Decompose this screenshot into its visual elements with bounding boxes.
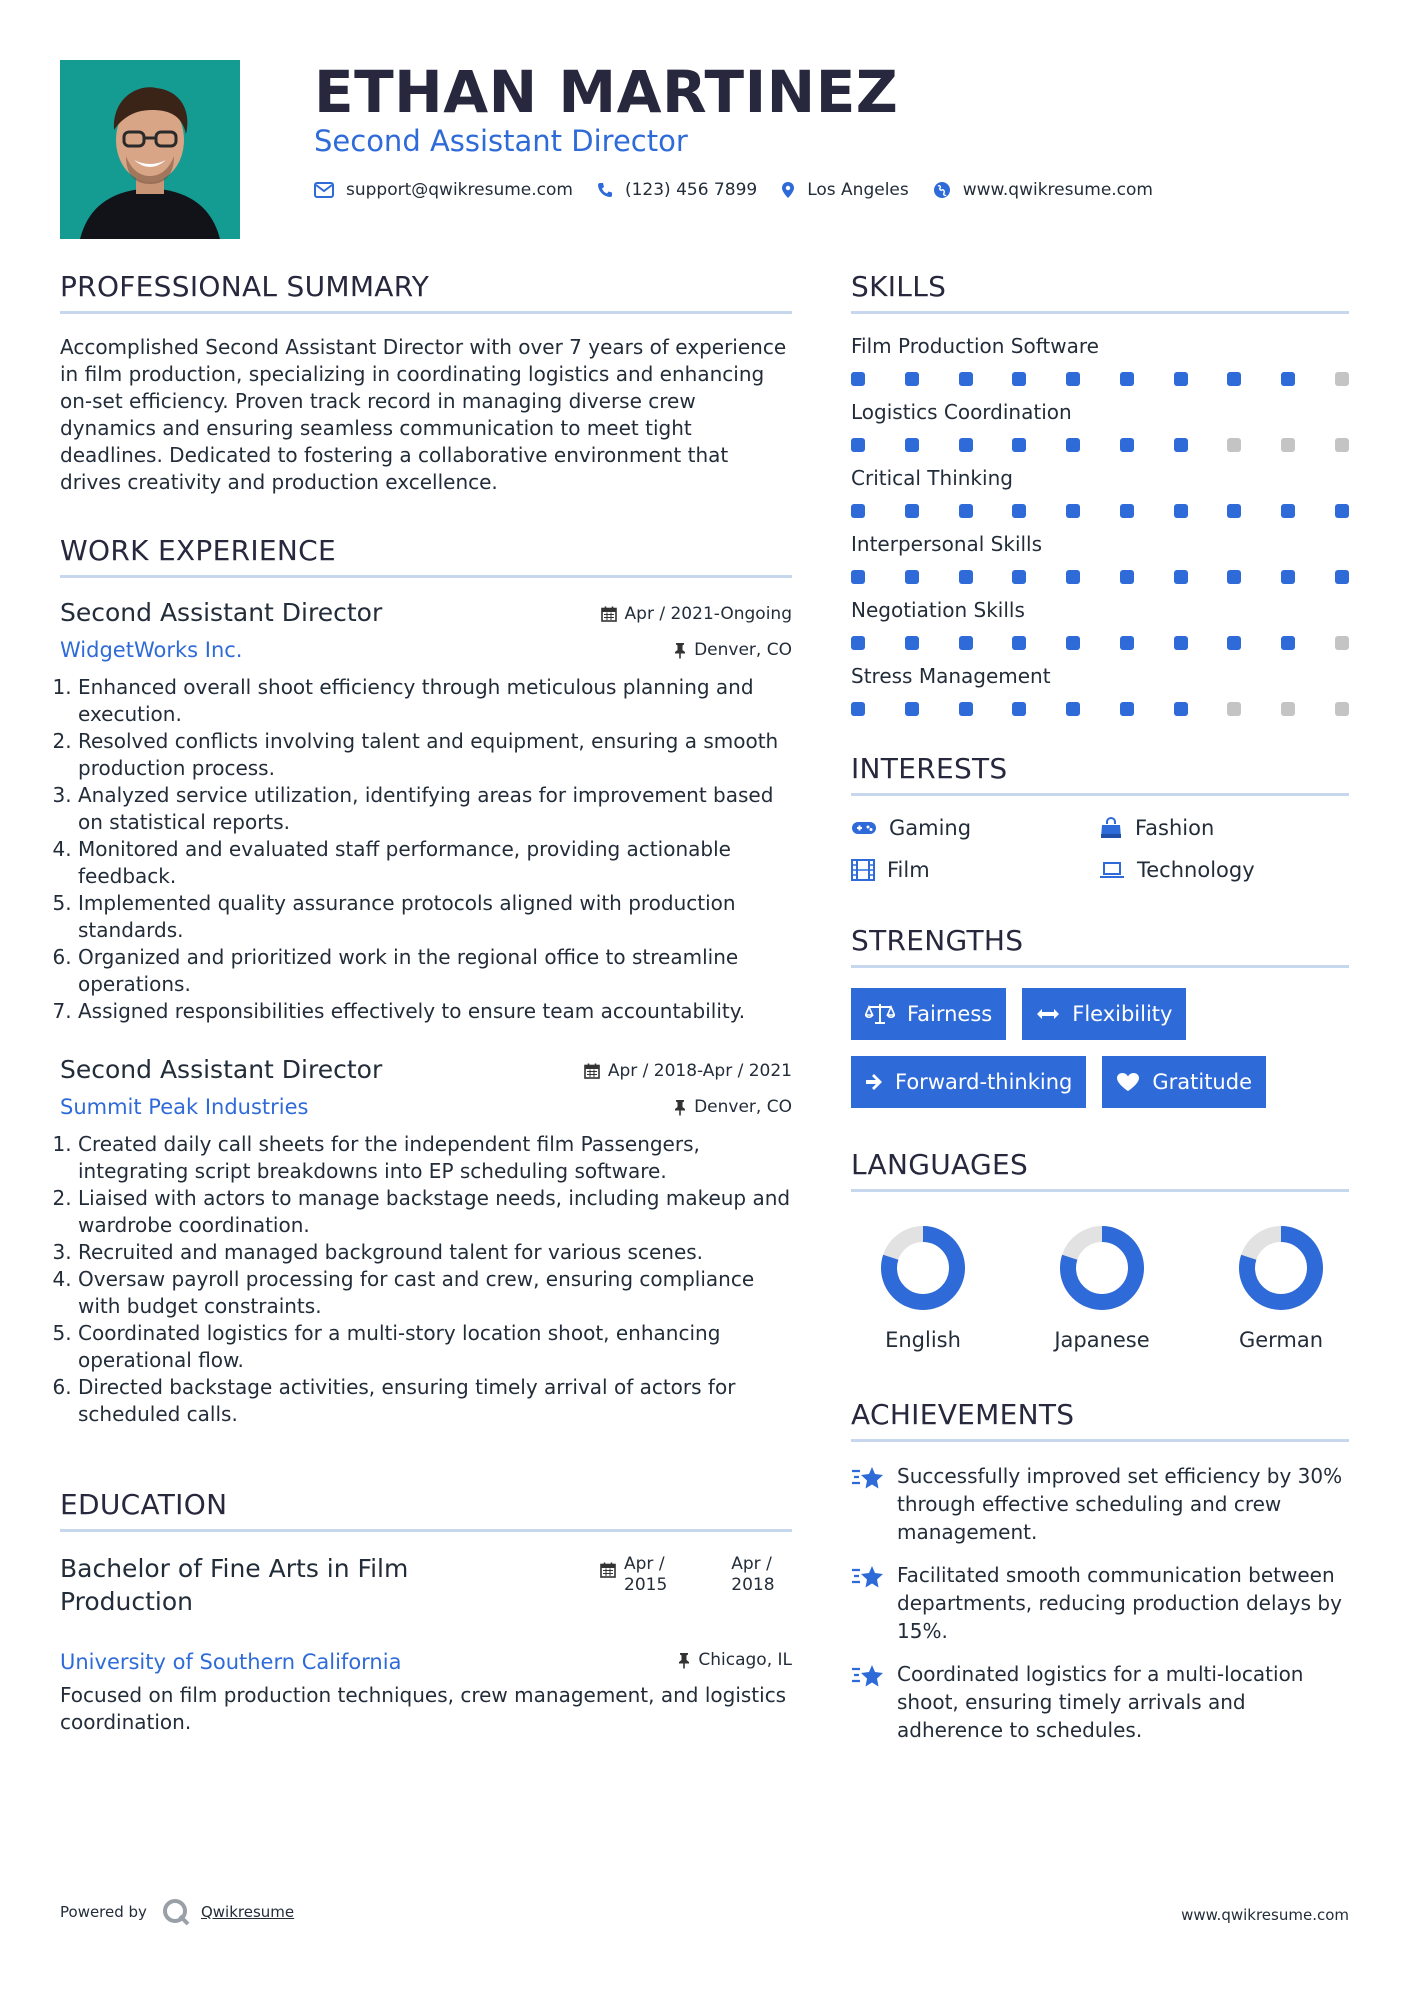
candidate-role: Second Assistant Director [314,124,688,158]
profile-photo [60,60,240,239]
job-bullets [60,1131,792,1428]
balance-scale-icon [865,1003,895,1025]
contact-email-text: support@qwikresume.com [346,180,573,200]
skill-dot-filled [1281,504,1295,518]
shopping-bag-icon [1099,817,1123,839]
skill-dot-empty [1227,438,1241,452]
job-title: Second Assistant Director [60,598,383,627]
job-bullet: 5. Coordinated logistics for a multi-story location shoot, enhancing operational flow. [78,1320,792,1374]
education-start-year: 2015 [624,1575,668,1595]
pushpin-icon [678,1652,690,1669]
job-date-text: Apr / 2021-Ongoing [624,604,792,624]
skill-rating [851,438,1349,452]
job-location-text: Denver, CO [694,640,792,660]
job-location [674,640,792,660]
heart-icon [1116,1072,1140,1092]
skill-dot-filled [1012,636,1026,650]
skills-list [851,334,1349,716]
interest-label: Film [887,858,930,882]
job-title: Second Assistant Director [60,1055,383,1084]
strength-label: Gratitude [1152,1070,1252,1094]
footer-powered-by [60,1897,294,1927]
job-bullet: 2. Resolved conflicts involving talent and equipment, ensuring a smooth production process. [78,728,792,782]
envelope-icon [314,182,334,198]
skill-dot-filled [1227,570,1241,584]
calendar-icon [601,606,617,622]
skill-dot-empty [1281,438,1295,452]
languages-heading: LANGUAGES [851,1148,1349,1192]
skill-dot-filled [905,438,919,452]
education-description: Focused on film production techniques, crew management, and logistics coordination. [60,1683,787,1734]
calendar-icon [600,1562,616,1578]
job-location [674,1097,792,1117]
skill-dot-filled [1174,636,1188,650]
education-location-text: Chicago, IL [698,1650,792,1670]
film-icon [851,859,875,881]
interest-label: Fashion [1135,816,1215,840]
job-bullet: 6. Directed backstage activities, ensuring timely arrival of actors for scheduled calls. [78,1374,792,1428]
skill-dot-filled [959,504,973,518]
skill-dot-empty [1335,438,1349,452]
shooting-star-icon [851,1564,885,1590]
skill-dot-filled [1281,372,1295,386]
skill-dot-filled [959,570,973,584]
education-end-year: 2018 [731,1575,775,1595]
education-end-month: Apr / [731,1554,772,1574]
skill-dot-filled [851,372,865,386]
education-entry [60,1552,792,1682]
language-item [1042,1224,1162,1352]
job-entry [60,598,792,1025]
achievement-item [851,1462,1349,1546]
job-bullet: 4. Oversaw payroll processing for cast and crew, ensuring compliance with budget constraints. [78,1266,792,1320]
skill-dot-filled [1174,438,1188,452]
skill-dot-filled [851,504,865,518]
achievement-text: Facilitated smooth communication between departments, reducing production delays by 15%. [897,1563,1342,1643]
strength-label: Fairness [907,1002,993,1026]
job-bullet: 1. Created daily call sheets for the independent film Passengers, integrating script breakdowns into EP scheduling software. [78,1131,792,1185]
job-date [601,604,792,624]
skill-name: Interpersonal Skills [851,532,1043,556]
education-dates [600,1554,839,1596]
skill-dot-empty [1335,636,1349,650]
language-name: English [885,1328,961,1352]
skill-dot-filled [1227,636,1241,650]
job-company: WidgetWorks Inc. [60,638,243,662]
skill-dot-filled [1335,504,1349,518]
strength-label: Flexibility [1072,1002,1173,1026]
contact-website[interactable] [933,180,1153,200]
skill-dot-filled [1227,504,1241,518]
skill-dot-filled [959,636,973,650]
qwikresume-logo-icon [161,1897,191,1927]
achievement-text: Coordinated logistics for a multi-location shoot, ensuring timely arrivals and adherence to schedules. [897,1662,1304,1742]
languages-list [851,1212,1349,1352]
education-location [678,1650,792,1670]
map-pin-icon [781,181,795,199]
job-bullet: 3. Recruited and managed background talent for various scenes. [78,1239,792,1266]
strengths-list [851,988,1349,1108]
arrow-right-icon [865,1073,883,1091]
job-bullet: 1. Enhanced overall shoot efficiency through meticulous planning and execution. [78,674,792,728]
skill-dot-filled [1120,438,1134,452]
strengths-heading: STRENGTHS [851,924,1349,968]
arrows-horizontal-icon [1036,1007,1060,1021]
skill-rating [851,570,1349,584]
achievement-text: Successfully improved set efficiency by 30% through effective scheduling and crew management. [897,1464,1343,1544]
education-heading: EDUCATION [60,1488,792,1532]
skill-rating [851,504,1349,518]
contact-email[interactable] [314,180,573,200]
phone-icon [597,182,613,198]
skill-dot-empty [1335,372,1349,386]
skill-dot-filled [959,438,973,452]
skill-dot-filled [1066,438,1080,452]
calendar-icon [584,1063,600,1079]
interest-item [851,816,1099,840]
summary-heading: PROFESSIONAL SUMMARY [60,270,792,314]
language-donut [879,1224,967,1312]
shooting-star-icon [851,1663,885,1689]
skill-name: Logistics Coordination [851,400,1072,424]
achievements-list [851,1462,1349,1744]
skill-dot-empty [1335,702,1349,716]
job-bullets [60,674,792,1025]
summary-text: Accomplished Second Assistant Director with over 7 years of experience in film production, specializing in coordinating logistics and enhancing on-set efficiency. Proven track record in managing diverse crew dynamics and ensuring seamless communication to meet tight deadlines. Dedicated to fostering a collaborative environment that drives creativity and production excellence. [60,335,787,494]
skill-dot-filled [1066,372,1080,386]
interests-heading: INTERESTS [851,752,1349,796]
skill-dot-filled [1012,504,1026,518]
job-location-text: Denver, CO [694,1097,792,1117]
skill-name: Critical Thinking [851,466,1013,490]
skill-dot-filled [851,438,865,452]
job-date [584,1061,792,1081]
language-item [1221,1224,1341,1352]
contact-phone-text: (123) 456 7899 [624,180,758,200]
skill-dot-filled [1120,372,1134,386]
skill-dot-filled [1120,702,1134,716]
skill-dot-filled [905,570,919,584]
skill-dot-filled [1012,702,1026,716]
shooting-star-icon [851,1465,885,1491]
skill-item [851,598,1349,650]
job-bullet: 4. Monitored and evaluated staff performance, providing actionable feedback. [78,836,792,890]
skill-rating [851,636,1349,650]
education-school: University of Southern California [60,1650,402,1674]
interest-item [1099,858,1349,882]
skill-dot-filled [1066,504,1080,518]
skill-dot-filled [851,702,865,716]
language-donut [1237,1224,1325,1312]
job-bullet: 7. Assigned responsibilities effectively to ensure team accountability. [78,998,792,1025]
right-column [851,270,1349,1759]
skill-rating [851,372,1349,386]
skill-dot-filled [1120,504,1134,518]
skill-item [851,400,1349,452]
globe-icon [933,181,951,199]
skill-item [851,466,1349,518]
achievement-item [851,1660,1349,1744]
language-name: Japanese [1054,1328,1150,1352]
interest-label: Technology [1137,858,1255,882]
skill-dot-filled [1335,570,1349,584]
skill-dot-filled [1227,372,1241,386]
interests-list [851,816,1349,882]
interest-item [1099,816,1349,840]
skill-dot-filled [1066,636,1080,650]
contact-phone[interactable] [597,180,757,200]
skills-heading: SKILLS [851,270,1349,314]
skill-item [851,664,1349,716]
skill-name: Film Production Software [851,334,1099,358]
footer-website[interactable]: www.qwikresume.com [1181,1906,1349,1924]
job-company: Summit Peak Industries [60,1095,309,1119]
job-date-text: Apr / 2018-Apr / 2021 [607,1061,792,1081]
strength-tag [851,988,1006,1040]
education-start-month: Apr / [624,1554,665,1574]
skill-dot-filled [1012,570,1026,584]
contact-bar [314,180,1177,200]
experience-heading: WORK EXPERIENCE [60,534,792,578]
skill-dot-filled [905,372,919,386]
skill-dot-filled [905,702,919,716]
strength-label: Forward-thinking [895,1070,1073,1094]
skill-dot-filled [1012,372,1026,386]
skill-dot-filled [851,570,865,584]
skill-dot-filled [959,372,973,386]
skill-name: Stress Management [851,664,1051,688]
skill-item [851,334,1349,386]
skill-dot-filled [1066,570,1080,584]
powered-by-text: Powered by [60,1903,147,1921]
gamepad-icon [851,820,877,836]
skill-dot-empty [1227,702,1241,716]
skill-dot-filled [851,636,865,650]
left-column [60,270,792,1736]
interest-item [851,858,1099,882]
language-item [863,1224,983,1352]
contact-website-text: www.qwikresume.com [962,180,1153,200]
strength-tag [1022,988,1186,1040]
contact-location [781,180,909,200]
skill-dot-filled [905,636,919,650]
skill-dot-filled [959,702,973,716]
job-bullet: 3. Analyzed service utilization, identifying areas for improvement based on statistical reports. [78,782,792,836]
skill-dot-filled [1066,702,1080,716]
skill-name: Negotiation Skills [851,598,1025,622]
pushpin-icon [674,1099,686,1116]
achievements-heading: ACHIEVEMENTS [851,1398,1349,1442]
job-bullet: 2. Liaised with actors to manage backstage needs, including makeup and wardrobe coordination. [78,1185,792,1239]
skill-dot-filled [1120,636,1134,650]
skill-dot-filled [905,504,919,518]
candidate-name: ETHAN MARTINEZ [314,58,899,126]
skill-dot-filled [1174,702,1188,716]
skill-dot-filled [1120,570,1134,584]
laptop-icon [1099,861,1125,879]
job-bullet: 6. Organized and prioritized work in the regional office to streamline operations. [78,944,792,998]
achievement-item [851,1561,1349,1645]
skill-rating [851,702,1349,716]
interest-label: Gaming [889,816,972,840]
skill-dot-filled [1174,504,1188,518]
brand-link[interactable]: Qwikresume [200,1903,295,1921]
job-entry [60,1055,792,1428]
language-donut [1058,1224,1146,1312]
skill-dot-filled [1174,570,1188,584]
contact-location-text: Los Angeles [807,180,909,200]
pushpin-icon [674,642,686,659]
skill-dot-empty [1281,702,1295,716]
skill-dot-filled [1281,570,1295,584]
skill-dot-filled [1281,636,1295,650]
strength-tag [1102,1056,1266,1108]
skill-dot-filled [1012,438,1026,452]
language-name: German [1238,1328,1324,1352]
job-bullet: 5. Implemented quality assurance protocols aligned with production standards. [78,890,792,944]
strength-tag [851,1056,1086,1108]
education-degree: Bachelor of Fine Arts in Film Production [60,1554,409,1616]
skill-item [851,532,1349,584]
skill-dot-filled [1174,372,1188,386]
